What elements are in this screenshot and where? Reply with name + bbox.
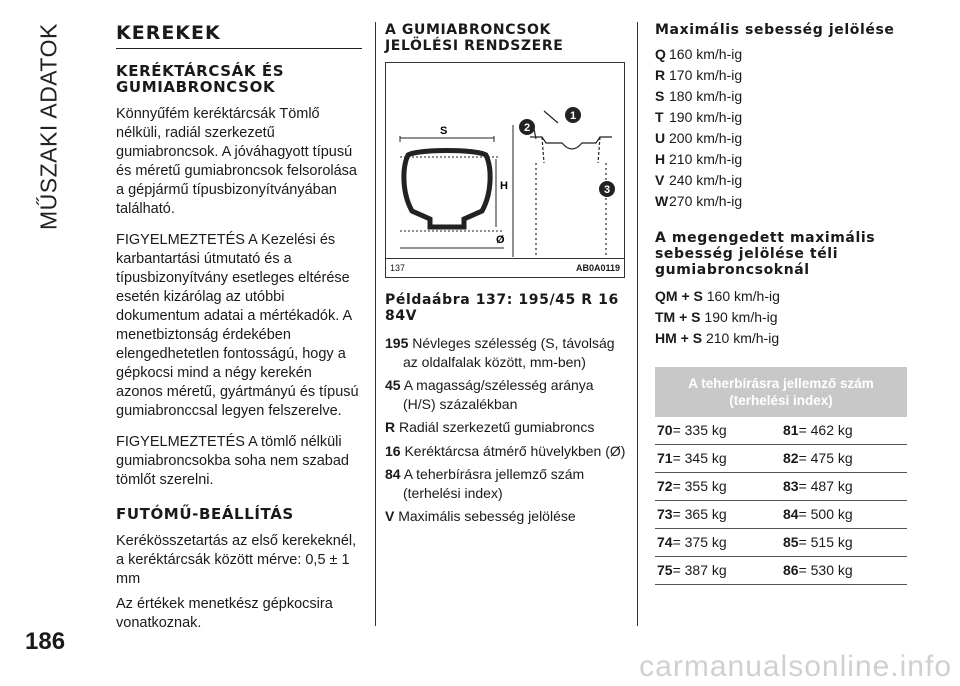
table-row: [655, 557, 907, 585]
label-h: H: [500, 180, 508, 192]
section-title-marking: A GUMIABRONCSOK JELÖLÉSI RENDSZERE: [385, 22, 564, 54]
svg-text:1: 1: [569, 110, 577, 122]
speed-item: V 240 km/h-ig: [655, 172, 743, 188]
warning-paragraph-1: FIGYELMEZTETÉS A Kezelési és karbantartási útmutató és a típusbizonyítvány esetleges eltérése esetén kizárólag az utóbbi dokumentum adatai a mértékadók. A menetbiztonság érdekében elengedhetetlen fontosságú, hogy a gépkocsi mind a négy kerekén azonos méretű, gyártmányú és típusú gumiabronccsal legyen felszerelve.: [116, 232, 359, 419]
table-cell: 73= 365 kg: [655, 501, 781, 529]
speed-rating-title: Maximális sebesség jelölése: [655, 22, 895, 38]
definition-item: 45 A magasság/szélesség aránya (H/S) százalékban: [385, 377, 594, 412]
footer-watermark: carmanualsonline.info: [639, 650, 952, 683]
table-cell: 75= 387 kg: [655, 557, 781, 585]
figure-number: 137: [390, 263, 406, 273]
callout-1: [565, 107, 581, 123]
table-cell: 83= 487 kg: [781, 473, 907, 501]
table-cell: 72= 355 kg: [655, 473, 781, 501]
table-cell: 84= 500 kg: [781, 501, 907, 529]
load-index-table: [655, 367, 907, 585]
definition-item: 84 A teherbírásra jellemző szám (terhelési index): [385, 466, 585, 501]
speed-rating-list: [655, 44, 907, 212]
speed-item: R 170 km/h-ig: [655, 67, 743, 83]
callout-3: [599, 181, 615, 197]
example-title: Példaábra 137: 195/45 R 16 84V: [385, 292, 619, 324]
subsection-title-alignment: FUTÓMŰ-BEÁLLÍTÁS: [116, 505, 294, 523]
page-number: 186: [25, 628, 66, 655]
svg-text:3: 3: [603, 184, 611, 196]
definition-item: 195 Névleges szélesség (S, távolság az oldalfalak között, mm-ben): [385, 335, 615, 370]
table-cell: 74= 375 kg: [655, 529, 781, 557]
speed-item: W270 km/h-ig: [655, 193, 743, 209]
speed-item: T 190 km/h-ig: [655, 109, 743, 125]
winter-speed-list: [655, 286, 907, 349]
table-cell: 82= 475 kg: [781, 445, 907, 473]
definition-list: [385, 334, 627, 526]
paragraph-wheels: Könnyűfém keréktárcsák Tömlő nélküli, radiál szerkezetű gumiabroncsok. A jóváhagyott típusú és méretű gumiabroncsok felsorolása a gépjármű típusbizonyítványában található.: [116, 106, 357, 217]
speed-item: U 200 km/h-ig: [655, 130, 743, 146]
definition-item: R Radiál szerkezetű gumiabroncs: [385, 419, 595, 435]
tyre-cross-section-diagram: [386, 63, 624, 257]
column-divider-1: [375, 22, 376, 626]
section-title-kerekek: KEREKEK: [116, 22, 362, 49]
winter-speed-item: HM + S 210 km/h-ig: [655, 330, 780, 346]
speed-item: Q 160 km/h-ig: [655, 46, 743, 62]
speed-item: S 180 km/h-ig: [655, 88, 743, 104]
table-row: [655, 501, 907, 529]
subsection-title-wheels-tyres: KERÉKTÁRCSÁK ÉS GUMIABRONCSOK: [116, 62, 285, 96]
table-row: [655, 529, 907, 557]
table-row: [655, 445, 907, 473]
warning-paragraph-2: FIGYELMEZTETÉS A tömlő nélküli gumiabroncsokba soha nem szabad tömlőt szerelni.: [116, 434, 349, 488]
figure-caption-bar: [386, 258, 624, 277]
table-cell: 81= 462 kg: [781, 417, 907, 445]
column-divider-2: [637, 22, 638, 626]
column-1: [116, 22, 362, 645]
svg-text:2: 2: [523, 122, 531, 134]
paragraph-toe: Kerékösszetartás az első kerekeknél, a keréktárcsák között mérve: 0,5 ± 1 mm: [116, 533, 357, 587]
tyre-diagram-figure: [385, 62, 625, 278]
speed-item: H 210 km/h-ig: [655, 151, 743, 167]
column-3: [655, 22, 907, 585]
figure-code: AB0A0119: [575, 263, 620, 273]
table-row: [655, 473, 907, 501]
callout-2: [519, 119, 535, 135]
definition-item: 16 Keréktárcsa átmérő hüvelykben (Ø): [385, 442, 626, 459]
table-row: [655, 417, 907, 445]
definition-item: V Maximális sebesség jelölése: [385, 508, 576, 524]
table-cell: 86= 530 kg: [781, 557, 907, 585]
label-diameter: Ø: [496, 234, 505, 246]
table-cell: 85= 515 kg: [781, 529, 907, 557]
label-s: S: [440, 125, 448, 137]
paragraph-note: Az értékek menetkész gépkocsira vonatkoznak.: [116, 596, 333, 631]
column-2: [385, 22, 627, 531]
winter-speed-title: A megengedett maximális sebesség jelölése téli gumiabroncsoknál: [655, 230, 876, 278]
load-index-table-header: A teherbírásra jellemző szám (terhelési index): [655, 367, 907, 417]
winter-speed-item: QM + S 160 km/h-ig: [655, 288, 780, 304]
table-cell: 71= 345 kg: [655, 445, 781, 473]
side-section-title: MŰSZAKI ADATOK: [35, 23, 62, 231]
winter-speed-item: TM + S 190 km/h-ig: [655, 309, 778, 325]
table-cell: 70= 335 kg: [655, 417, 781, 445]
